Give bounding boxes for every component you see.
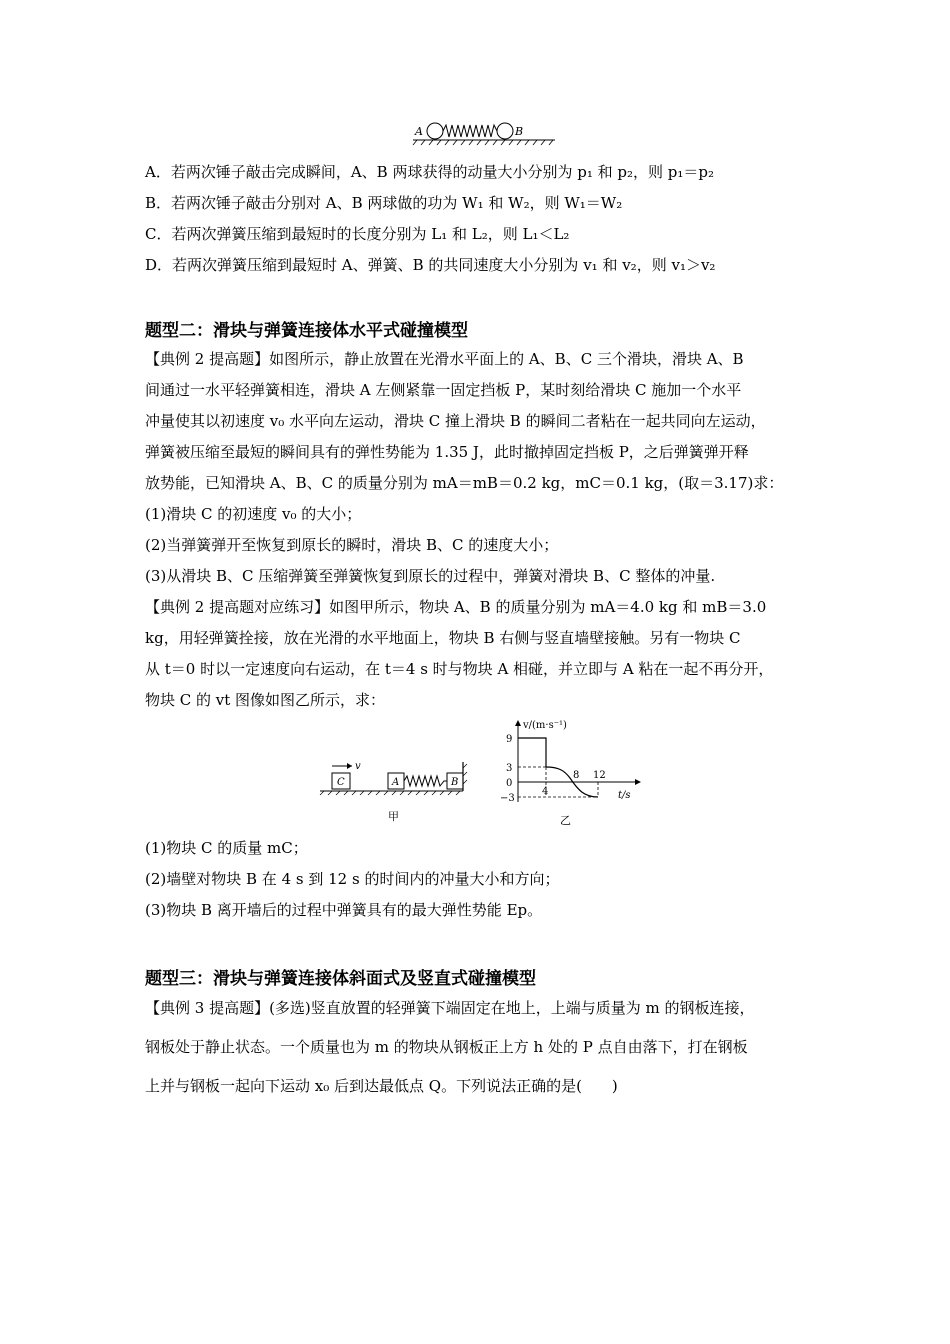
question-3: (3)物块 B 离开墙后的过程中弹簧具有的最大弹性势能 Ep。 — [145, 901, 543, 919]
y-tick-3: 3 — [506, 763, 513, 774]
paragraph-line: 放势能，已知滑块 A、B、C 的质量分别为 mA＝mB＝0.2 kg，mC＝0.1 kg，(取＝3.17)求： — [145, 474, 784, 492]
paragraph-line: 上并与钢板一起向下运动 x₀ 后到达最低点 Q。下列说法正确的是( ) — [145, 1077, 618, 1095]
y-axis-label: v/(m·s⁻¹) — [523, 720, 567, 731]
paragraph-line: 【典例 2 提高题对应练习】如图甲所示，物块 A、B 的质量分别为 mA＝4.0 kg 和 mB＝3.0 — [145, 598, 767, 616]
paragraph-line: 【典例 3 提高题】(多选)竖直放置的轻弹簧下端固定在地上，上端与质量为 m 的钢板连接， — [145, 999, 755, 1017]
paragraph-line: 间通过一水平轻弹簧相连，滑块 A 左侧紧靠一固定挡板 P，某时刻给滑块 C 施加一个水平 — [145, 381, 742, 399]
paragraph-line: 弹簧被压缩至最短的瞬间具有的弹性势能为 1.35 J，此时撤掉固定挡板 P，之后弹簧弹开释 — [145, 443, 749, 461]
paragraph-line: 钢板处于静止状态。一个质量也为 m 的物块从钢板正上方 h 处的 P 点自由落下，打在钢板 — [145, 1038, 748, 1056]
x-tick-12: 12 — [593, 770, 606, 781]
paragraph-line: 冲量使其以初速度 v₀ 水平向左运动，滑块 C 撞上滑块 B 的瞬间二者粘在一起共同向左运动， — [145, 412, 766, 430]
block-a-label: A — [392, 777, 400, 788]
section-2-title: 题型二：滑块与弹簧连接体水平式碰撞模型 — [145, 321, 468, 341]
x-tick-8: 8 — [573, 770, 580, 781]
block-b-label: B — [451, 777, 459, 788]
question-2: (2)当弹簧弹开至恢复到原长的瞬时，滑块 B、C 的速度大小； — [145, 536, 559, 554]
ball-spring-figure — [405, 118, 555, 150]
figure-jia — [318, 758, 478, 828]
section-3-title: 题型三：滑块与弹簧连接体斜面式及竖直式碰撞模型 — [145, 969, 536, 989]
question-2: (2)墙壁对物块 B 在 4 s 到 12 s 的时间内的冲量大小和方向； — [145, 870, 560, 888]
option-a: A．若两次锤子敲击完成瞬间，A、B 两球获得的动量大小分别为 p₁ 和 p₂，则 p₁＝p₂ — [145, 163, 714, 181]
label-b: B — [515, 125, 524, 138]
x-tick-4: 4 — [542, 786, 549, 797]
paragraph-line: 从 t＝0 时以一定速度向右运动，在 t＝4 s 时与物块 A 相碰，并立即与 A 粘在一起不再分开， — [145, 660, 774, 678]
question-1: (1)滑块 C 的初速度 v₀ 的大小； — [145, 505, 362, 523]
figure-jia-caption: 甲 — [388, 810, 399, 823]
x-axis-label: t/s — [618, 790, 631, 801]
y-tick-minus3: −3 — [500, 793, 515, 804]
y-tick-9: 9 — [506, 734, 513, 745]
figure-yi-caption: 乙 — [560, 814, 571, 827]
paragraph-line: 【典例 2 提高题】如图所示，静止放置在光滑水平面上的 A、B、C 三个滑块，滑块 A、B — [145, 350, 744, 368]
question-1: (1)物块 C 的质量 mC； — [145, 839, 308, 857]
block-c-label: C — [337, 777, 345, 788]
option-b: B．若两次锤子敲击分别对 A、B 两球做的功为 W₁ 和 W₂，则 W₁＝W₂ — [145, 194, 623, 212]
paragraph-line: kg，用轻弹簧拴接，放在光滑的水平地面上，物块 B 右侧与竖直墙壁接触。另有一物块 C — [145, 629, 741, 647]
figure-yi-vt-graph — [498, 712, 658, 830]
paragraph-line: 物块 C 的 vt 图像如图乙所示，求： — [145, 691, 386, 709]
label-a: A — [415, 125, 423, 138]
option-d: D．若两次弹簧压缩到最短时 A、弹簧、B 的共同速度大小分别为 v₁ 和 v₂，则 v₁＞v₂ — [145, 256, 716, 274]
y-tick-0: 0 — [506, 778, 513, 789]
question-3: (3)从滑块 B、C 压缩弹簧至弹簧恢复到原长的过程中，弹簧对滑块 B、C 整体的冲量. — [145, 567, 716, 585]
velocity-label: v — [355, 761, 361, 772]
option-c: C．若两次弹簧压缩到最短时的长度分别为 L₁ 和 L₂，则 L₁＜L₂ — [145, 225, 570, 243]
